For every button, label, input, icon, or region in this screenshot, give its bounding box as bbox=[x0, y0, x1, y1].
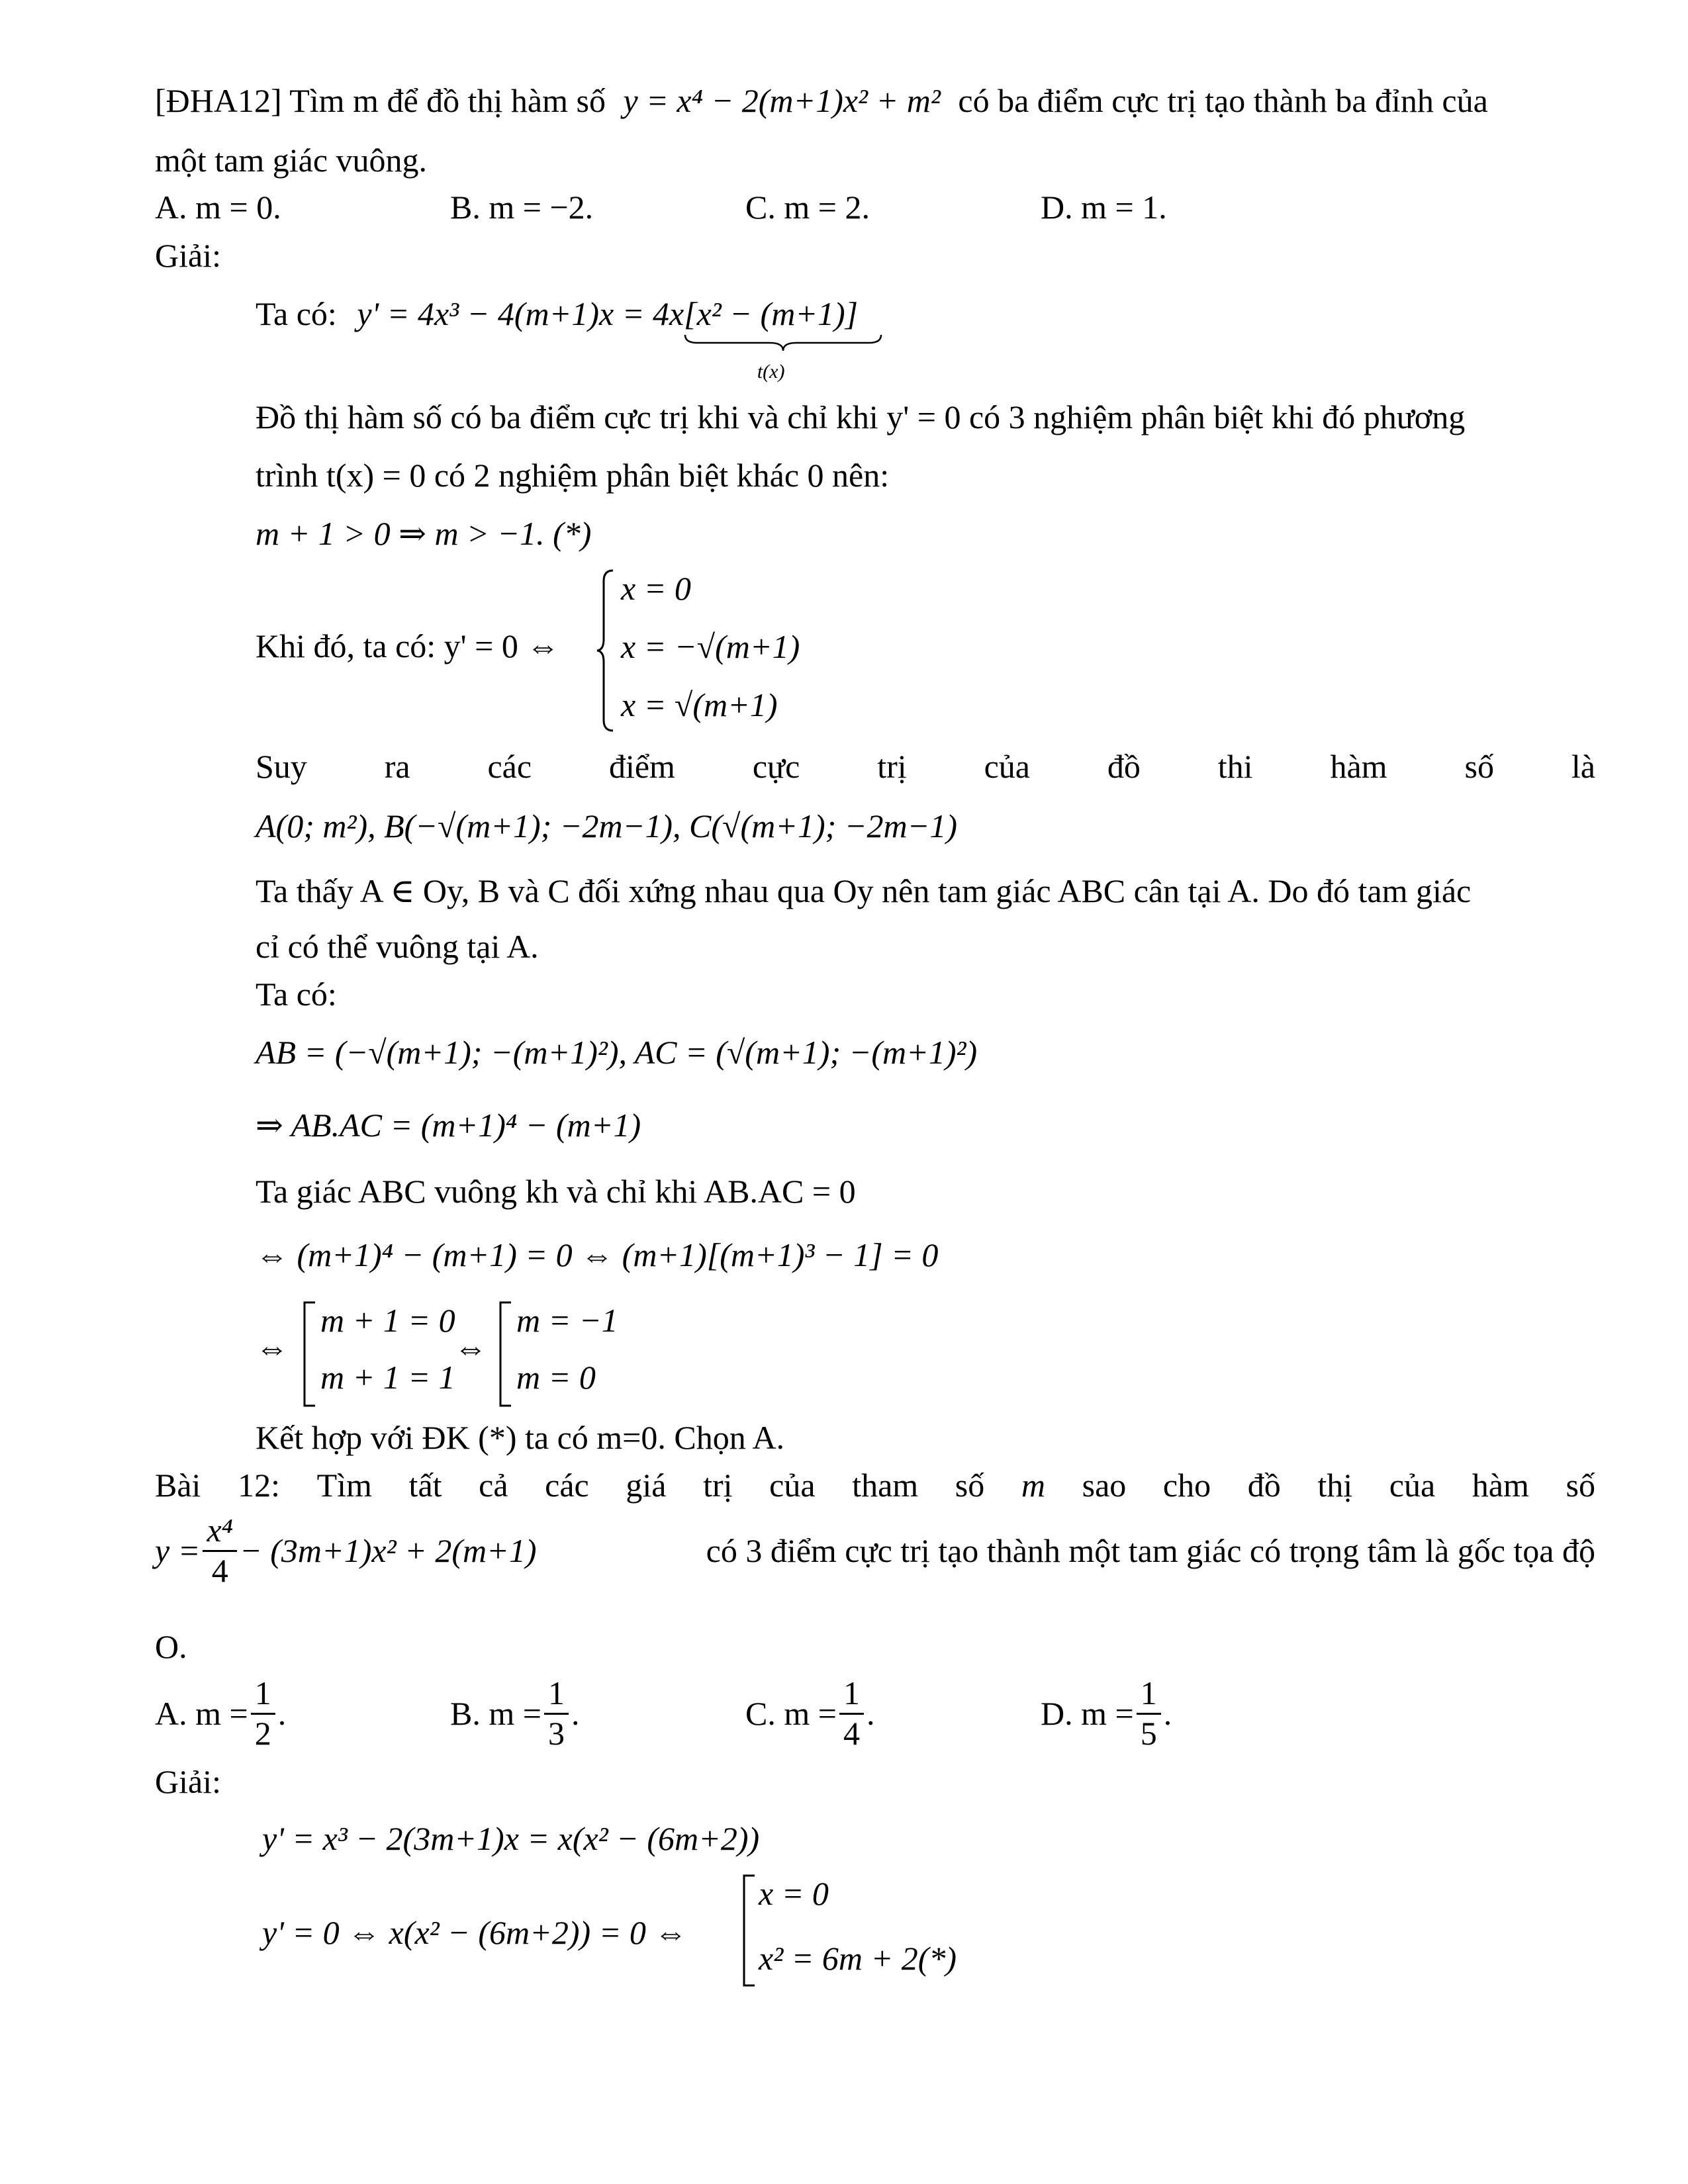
problem2-derivative: y' = x³ − 2(3m+1)x = x(x² − (6m+2)) bbox=[262, 1820, 760, 1857]
problem1-taythay-line2: cỉ có thể vuông tại A. bbox=[256, 928, 539, 965]
problem2-option-d: D. m = $\frac{1}{5}$ . bbox=[1041, 1674, 1172, 1752]
problem1-suy-ra-line: Suy ra các điểm cực trị của đồ thi hàm số là bbox=[256, 748, 1595, 785]
problem1-derivative: Ta có: y' = 4x³ − 4(m+1)x = 4x[x² − (m+1)] t(x) bbox=[256, 294, 858, 334]
problem1-taythay-line1: Ta thấy A ∈ Oy, B và C đối xứng nhau qua Oy nên tam giác ABC cân tại A. Do đó tam giác bbox=[256, 872, 1472, 909]
problem1-right-angle-condition: Ta giác ABC vuông kh và chỉ khi AB.AC = 0 bbox=[256, 1173, 856, 1210]
case-left-2: m + 1 = 1 bbox=[320, 1359, 455, 1396]
equivalence-symbol-2: ⇔ bbox=[454, 1329, 487, 1366]
problem1-condition-line2: trình t(x) = 0 có 2 nghiệm phân biệt khác 0 nên: bbox=[256, 457, 890, 494]
problem2-function: y = $\frac{\text{x⁴}}{4}$ − (3m+1)x² + 2(m+1) bbox=[155, 1512, 537, 1589]
problem1-condition-line3: m + 1 > 0 ⇒ m > −1. (*) bbox=[256, 515, 592, 552]
problem2-option-c: C. m = $\frac{1}{4}$ . bbox=[745, 1674, 875, 1752]
problem2-statement-line2 bbox=[155, 1512, 1595, 1590]
problem1-intro: [ĐHA12] Tìm m để đồ thị hàm số bbox=[155, 82, 606, 119]
problem1-equation: ⇔ (m+1)⁴ − (m+1) = 0 ⇔ (m+1)[(m+1)³ − 1] = 0 bbox=[256, 1236, 939, 1273]
underbrace-icon bbox=[684, 334, 882, 352]
left-brace-icon bbox=[596, 568, 616, 733]
case-right-1: m = −1 bbox=[516, 1302, 618, 1339]
problem2-solution-label: Giải: bbox=[155, 1763, 221, 1800]
problem2-statement-line3: O. bbox=[155, 1628, 187, 1665]
problem2-derivative-zero: y' = 0 ⇔ x(x² − (6m+2)) = 0 ⇔ bbox=[262, 1914, 688, 1951]
problem2-option-a: A. m = $\frac{1}{2}$ . bbox=[155, 1674, 287, 1752]
problem2-statement-line1: Bài 12: Tìm tất cả các giá trị của tham số m sao cho đồ thị của hàm số bbox=[155, 1467, 1595, 1504]
problem1-option-d: D. m = 1. bbox=[1041, 189, 1167, 226]
problem2-option-b: B. m = $\frac{1}{3}$ . bbox=[450, 1674, 580, 1752]
problem1-vectors: AB = (−√(m+1); −(m+1)²), AC = (√(m+1); −(m+1)²) bbox=[256, 1034, 978, 1071]
problem1-taco2: Ta có: bbox=[256, 976, 337, 1013]
left-bracket-icon-3 bbox=[741, 1874, 756, 1987]
problem1-intro-end: có ba điểm cực trị tạo thành ba đỉnh của bbox=[958, 82, 1488, 119]
problem2-case-2: x² = 6m + 2(*) bbox=[759, 1940, 957, 1977]
problem2-statement-rest: có 3 điểm cực trị tạo thành một tam giác có trọng tâm là gốc tọa độ bbox=[706, 1532, 1595, 1569]
left-bracket-icon bbox=[302, 1301, 316, 1407]
problem1-solution-label: Giải: bbox=[155, 237, 221, 274]
equivalence-symbol-1: ⇔ bbox=[256, 1329, 289, 1366]
problem1-statement-line1 bbox=[155, 81, 1488, 120]
sys-line-2: x = −√(m+1) bbox=[621, 628, 800, 665]
problem1-statement-line2 bbox=[155, 140, 427, 180]
problem1-conclusion: Kết hợp với ĐK (*) ta có m=0. Chọn A. bbox=[256, 1419, 785, 1456]
sys-line-1: x = 0 bbox=[621, 570, 691, 607]
problem1-condition-line1: Đồ thị hàm số có ba điểm cực trị khi và chỉ khi y' = 0 có 3 nghiệm phân biệt khi đó phương bbox=[256, 398, 1466, 435]
factor-underbrace-group: [x² − (m+1)] t(x) bbox=[684, 294, 858, 334]
problem1-khi-do: Khi đó, ta có: y' = 0 ⇔ bbox=[256, 627, 560, 664]
case-left-1: m + 1 = 0 bbox=[320, 1302, 455, 1339]
fraction-x4-over-4: $\frac{\text{x⁴}}{4}$ bbox=[203, 1512, 237, 1590]
problem1-statement-tail: một tam giác vuông. bbox=[155, 142, 428, 179]
brace-label: t(x) bbox=[757, 361, 785, 383]
problem1-dot-product: ⇒ AB.AC = (m+1)⁴ − (m+1) bbox=[256, 1107, 641, 1144]
sys-line-3: x = √(m+1) bbox=[621, 686, 778, 723]
problem1-option-c: C. m = 2. bbox=[745, 189, 870, 226]
problem1-function: y = x⁴ − 2(m+1)x² + m² bbox=[623, 82, 941, 119]
problem1-option-b: B. m = −2. bbox=[450, 189, 594, 226]
problem1-option-a: A. m = 0. bbox=[155, 189, 281, 226]
case-right-2: m = 0 bbox=[516, 1359, 596, 1396]
problem2-case-1: x = 0 bbox=[759, 1875, 829, 1912]
problem1-points: A(0; m²), B(−√(m+1); −2m−1), C(√(m+1); −2m−1) bbox=[256, 807, 957, 844]
left-bracket-icon-2 bbox=[498, 1301, 512, 1407]
